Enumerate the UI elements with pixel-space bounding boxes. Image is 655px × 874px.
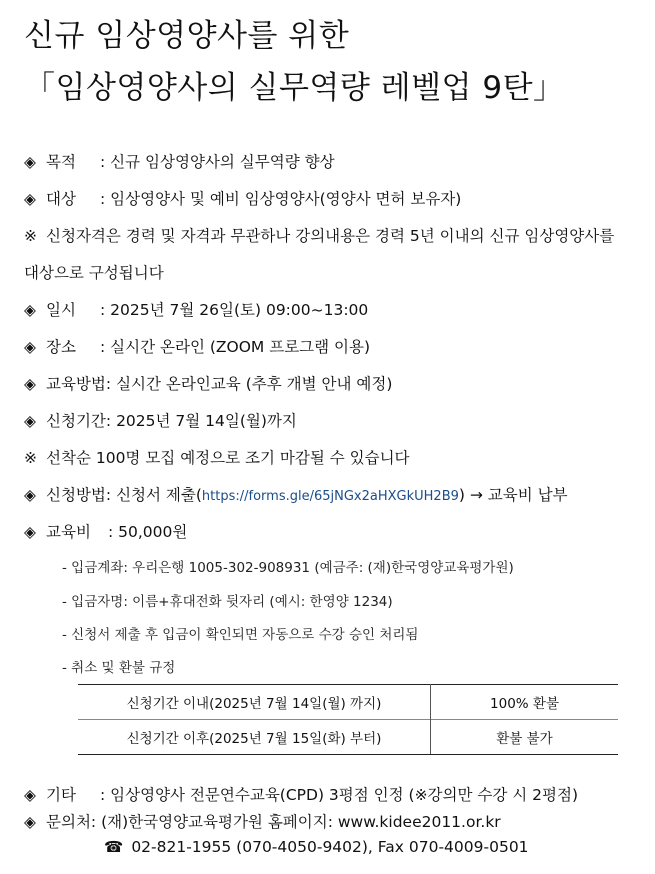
diamond-bullet-icon: ◈ (24, 486, 36, 504)
fee-label-char: 육 (60, 523, 76, 541)
diamond-bullet-icon: ◈ (24, 153, 36, 171)
qualification-note: 신청자격은 경력 및 자격과 무관하나 강의내용은 경력 5년 이내의 신규 임상영양사를 (46, 227, 615, 245)
apply-value-after: ) → 교육비 납부 (458, 486, 568, 504)
etc-label-char: 타 (60, 786, 76, 804)
etc-row: ◈ 기타 : 임상영양사 전문연수교육(CPD) 3평점 인정 (※강의만 수강 시 2평점) (24, 786, 579, 804)
method-row: ◈ 교육방법: 실시간 온라인교육 (추후 개별 안내 예정) (24, 372, 392, 394)
datetime-value: 2025년 7월 26일(토) 09:00~13:00 (110, 301, 369, 319)
phone-icon: ☎ (104, 838, 124, 856)
qualification-note-continued: 대상으로 구성됩니다 (24, 264, 164, 282)
etc-value: 임상영양사 전문연수교육(CPD) 3평점 인정 (※강의만 수강 시 2평점) (110, 786, 579, 804)
datetime-row: ◈ 일시 : 2025년 7월 26일(토) 09:00~13:00 (24, 301, 369, 319)
diamond-bullet-icon: ◈ (24, 190, 36, 208)
refund-amount-cell: 100% 환불 (431, 685, 619, 720)
contact-label: 문의처 (46, 813, 91, 831)
table-row (78, 685, 618, 720)
fee-detail-account: - 입금계좌: 우리은행 1005-302-908931 (예금주: (재)한국영양교육평가원) (62, 560, 514, 576)
target-label-char: 상 (60, 190, 76, 208)
page-title-line-2: 「임상영양사의 실무역량 레벨업 9탄」 (24, 70, 565, 106)
etc-label-char: 기 (46, 786, 61, 804)
fee-label-char: 비 (75, 523, 91, 541)
place-value: 실시간 온라인 (ZOOM 프로그램 이용) (110, 338, 371, 356)
apply-form-link[interactable]: https://forms.gle/65jNGx2aHXGkUH2B9 (201, 489, 459, 504)
diamond-bullet-icon: ◈ (24, 412, 36, 430)
refund-amount-cell: 환불 불가 (431, 720, 619, 755)
period-value: 2025년 7월 14일(월)까지 (116, 412, 297, 430)
fee-detail-depositor: - 입금자명: 이름+휴대전화 뒷자리 (예시: 한영양 1234) (62, 594, 393, 610)
fee-detail-refund-policy: - 취소 및 환불 규정 (62, 660, 176, 676)
purpose-label-char: 적 (60, 153, 76, 171)
fee-detail-approval: - 신청서 제출 후 입금이 확인되면 자동으로 수강 승인 처리됨 (62, 627, 419, 643)
fee-row: ◈ 교육비 : 50,000원 (24, 523, 188, 541)
place-label-char: 장 (46, 338, 61, 356)
period-row: ◈ 신청기간: 2025년 7월 14일(월)까지 (24, 409, 297, 431)
diamond-bullet-icon: ◈ (24, 786, 36, 804)
fee-label-char: 교 (46, 523, 61, 541)
diamond-bullet-icon: ◈ (24, 338, 36, 356)
diamond-bullet-icon: ◈ (24, 523, 36, 541)
phone-row (104, 838, 529, 856)
apply-row: ◈ 신청방법: 신청서 제출(https://forms.gle/65jNGx2aHXGkUH2B9) → 교육비 납부 (24, 483, 568, 505)
method-value: 실시간 온라인교육 (추후 개별 안내 예정) (116, 375, 393, 393)
diamond-bullet-icon: ◈ (24, 301, 36, 319)
purpose-row: ◈ 목적 : 신규 임상영양사의 실무역량 향상 (24, 153, 335, 171)
fee-value: 50,000원 (118, 523, 188, 541)
capacity-note-row (24, 446, 410, 468)
apply-label: 신청방법 (46, 486, 106, 504)
page-title-line-1: 신규 임상영양사를 위한 (24, 18, 350, 54)
contact-value: (재)한국영양교육평가원 홈페이지: www.kidee2011.or.kr (101, 813, 501, 831)
phone-value: 02-821-1955 (070-4050-9402), Fax 070-4009-0501 (131, 838, 529, 856)
datetime-label-char: 일 (46, 301, 61, 319)
target-label-char: 대 (46, 190, 61, 208)
diamond-bullet-icon: ◈ (24, 813, 36, 831)
target-value: 임상영양사 및 예비 임상영양사(영양사 면허 보유자) (110, 190, 462, 208)
diamond-bullet-icon: ◈ (24, 375, 36, 393)
note-mark-icon: ※ (24, 227, 37, 245)
datetime-label-char: 시 (60, 301, 76, 319)
refund-period-cell: 신청기간 이후(2025년 7월 15일(화) 부터) (78, 720, 431, 755)
purpose-label-char: 목 (46, 153, 61, 171)
place-row: ◈ 장소 : 실시간 온라인 (ZOOM 프로그램 이용) (24, 338, 371, 356)
purpose-value: 신규 임상영양사의 실무역량 향상 (110, 153, 335, 171)
period-label: 신청기간 (46, 412, 106, 430)
capacity-note: 선착순 100명 모집 예정으로 조기 마감될 수 있습니다 (46, 449, 410, 467)
qualification-note-row (24, 224, 614, 246)
place-label-char: 소 (60, 338, 76, 356)
target-row: ◈ 대상 : 임상영양사 및 예비 임상영양사(영양사 면허 보유자) (24, 190, 462, 208)
method-label: 교육방법 (46, 375, 106, 393)
table-row (78, 720, 618, 755)
note-mark-icon: ※ (24, 449, 37, 467)
refund-period-cell: 신청기간 이내(2025년 7월 14일(월) 까지) (78, 685, 431, 720)
contact-row: ◈ 문의처: (재)한국영양교육평가원 홈페이지: www.kidee2011.or.kr (24, 810, 501, 832)
refund-table (78, 684, 618, 755)
apply-value: 신청서 제출( (116, 486, 202, 504)
